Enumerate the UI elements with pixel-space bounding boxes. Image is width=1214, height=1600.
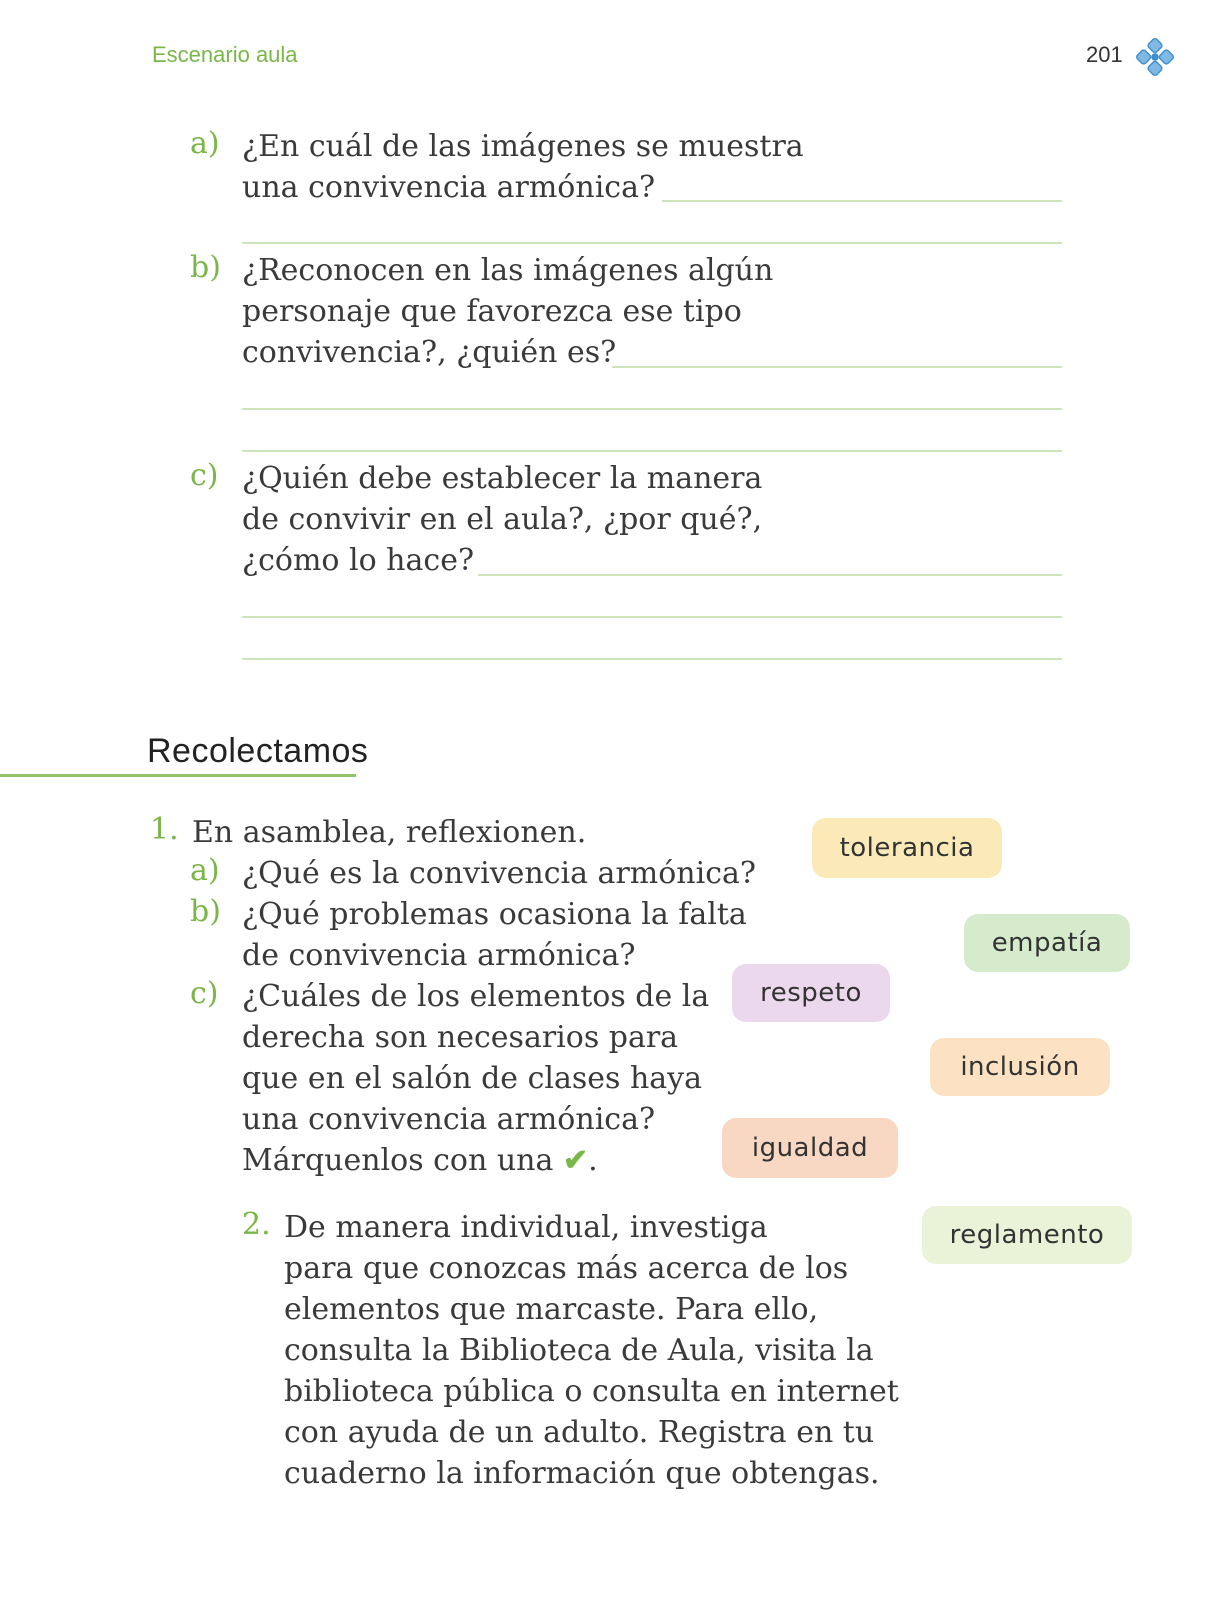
item-1c-line-2: derecha son necesarios para xyxy=(242,1020,679,1055)
item-1c-line-5-text: Márquenlos con una xyxy=(242,1143,554,1178)
answer-line-b2[interactable] xyxy=(242,408,1062,410)
tag-empatia-label: empatía xyxy=(991,928,1103,958)
item-2-line-3: elementos que marcaste. Para ello, xyxy=(284,1292,819,1327)
answer-line-b1[interactable] xyxy=(612,366,1062,368)
item-1b-line-1: ¿Qué problemas ocasiona la falta xyxy=(242,897,747,932)
question-a-line-2: una convivencia armónica? xyxy=(242,170,656,205)
item-1b-text xyxy=(242,894,747,976)
item-2-text xyxy=(284,1207,899,1494)
item-2-line-7: cuaderno la información que obtengas. xyxy=(284,1456,880,1491)
tag-respeto[interactable] xyxy=(732,964,890,1022)
question-c-line-3: ¿cómo lo hace? xyxy=(242,543,475,578)
question-b-line-2: personaje que favorezca ese tipo xyxy=(242,294,742,329)
item-2-line-1: De manera individual, investiga xyxy=(284,1210,768,1245)
item-2-number: 2. xyxy=(242,1207,271,1242)
answer-line-b3[interactable] xyxy=(242,450,1062,452)
tag-inclusion-label: inclusión xyxy=(960,1052,1080,1082)
question-a-letter: a) xyxy=(190,126,220,161)
page-number: 201 xyxy=(1086,42,1123,67)
question-b-line-3: convivencia?, ¿quién es? xyxy=(242,335,617,370)
item-1c-line-1: ¿Cuáles de los elementos de la xyxy=(242,979,710,1014)
section-title: Recolectamos xyxy=(147,732,369,770)
answer-line-a2[interactable] xyxy=(242,242,1062,244)
question-b-line-1: ¿Reconocen en las imágenes algún xyxy=(242,253,774,288)
item-1c-line-5 xyxy=(242,1140,709,1181)
answer-line-c1[interactable] xyxy=(478,574,1062,576)
question-b-letter: b) xyxy=(190,250,221,285)
question-c-letter: c) xyxy=(190,458,219,493)
answer-line-a1[interactable] xyxy=(662,200,1062,202)
item-1c-line-3: que en el salón de clases haya xyxy=(242,1061,703,1096)
tag-reglamento-label: reglamento xyxy=(949,1220,1105,1250)
question-c-line-2: de convivir en el aula?, ¿por qué?, xyxy=(242,502,763,537)
item-2-line-6: con ayuda de un adulto. Registra en tu xyxy=(284,1415,875,1450)
question-c-text xyxy=(242,458,762,581)
item-2-line-4: consulta la Biblioteca de Aula, visita la xyxy=(284,1333,874,1368)
tag-tolerancia[interactable] xyxy=(812,818,1002,878)
item-1c-period: . xyxy=(588,1143,598,1178)
question-a-text xyxy=(242,126,804,208)
tag-inclusion[interactable] xyxy=(930,1038,1110,1096)
question-c-line-1: ¿Quién debe establecer la manera xyxy=(242,461,763,496)
item-1a-line-1: ¿Qué es la convivencia armónica? xyxy=(242,856,756,891)
item-1-intro: En asamblea, reflexionen. xyxy=(192,815,587,850)
item-2-line-5: biblioteca pública o consulta en internet xyxy=(284,1374,899,1409)
flower-logo-icon xyxy=(1136,38,1174,76)
section-header-label: Escenario aula xyxy=(152,42,298,67)
item-1-number: 1. xyxy=(150,812,179,847)
item-1c-letter: c) xyxy=(190,976,219,1011)
item-1c-line-4: una convivencia armónica? xyxy=(242,1102,656,1137)
question-a-line-1: ¿En cuál de las imágenes se muestra xyxy=(242,129,804,164)
item-1a-text xyxy=(242,853,756,894)
item-2-line-2: para que conozcas más acerca de los xyxy=(284,1251,849,1286)
checkmark-icon: ✔ xyxy=(562,1143,589,1178)
tag-igualdad[interactable] xyxy=(722,1118,898,1178)
answer-line-c3[interactable] xyxy=(242,658,1062,660)
tag-reglamento[interactable] xyxy=(922,1206,1132,1264)
item-1c-text xyxy=(242,976,709,1181)
section-title-underline xyxy=(0,774,356,777)
item-1b-line-2: de convivencia armónica? xyxy=(242,938,636,973)
question-b-text xyxy=(242,250,773,373)
answer-line-c2[interactable] xyxy=(242,616,1062,618)
item-1a-letter: a) xyxy=(190,853,220,888)
tag-igualdad-label: igualdad xyxy=(751,1133,869,1163)
tag-tolerancia-label: tolerancia xyxy=(839,833,975,863)
tag-respeto-label: respeto xyxy=(760,978,862,1008)
tag-empatia[interactable] xyxy=(964,914,1130,972)
item-1b-letter: b) xyxy=(190,894,221,929)
